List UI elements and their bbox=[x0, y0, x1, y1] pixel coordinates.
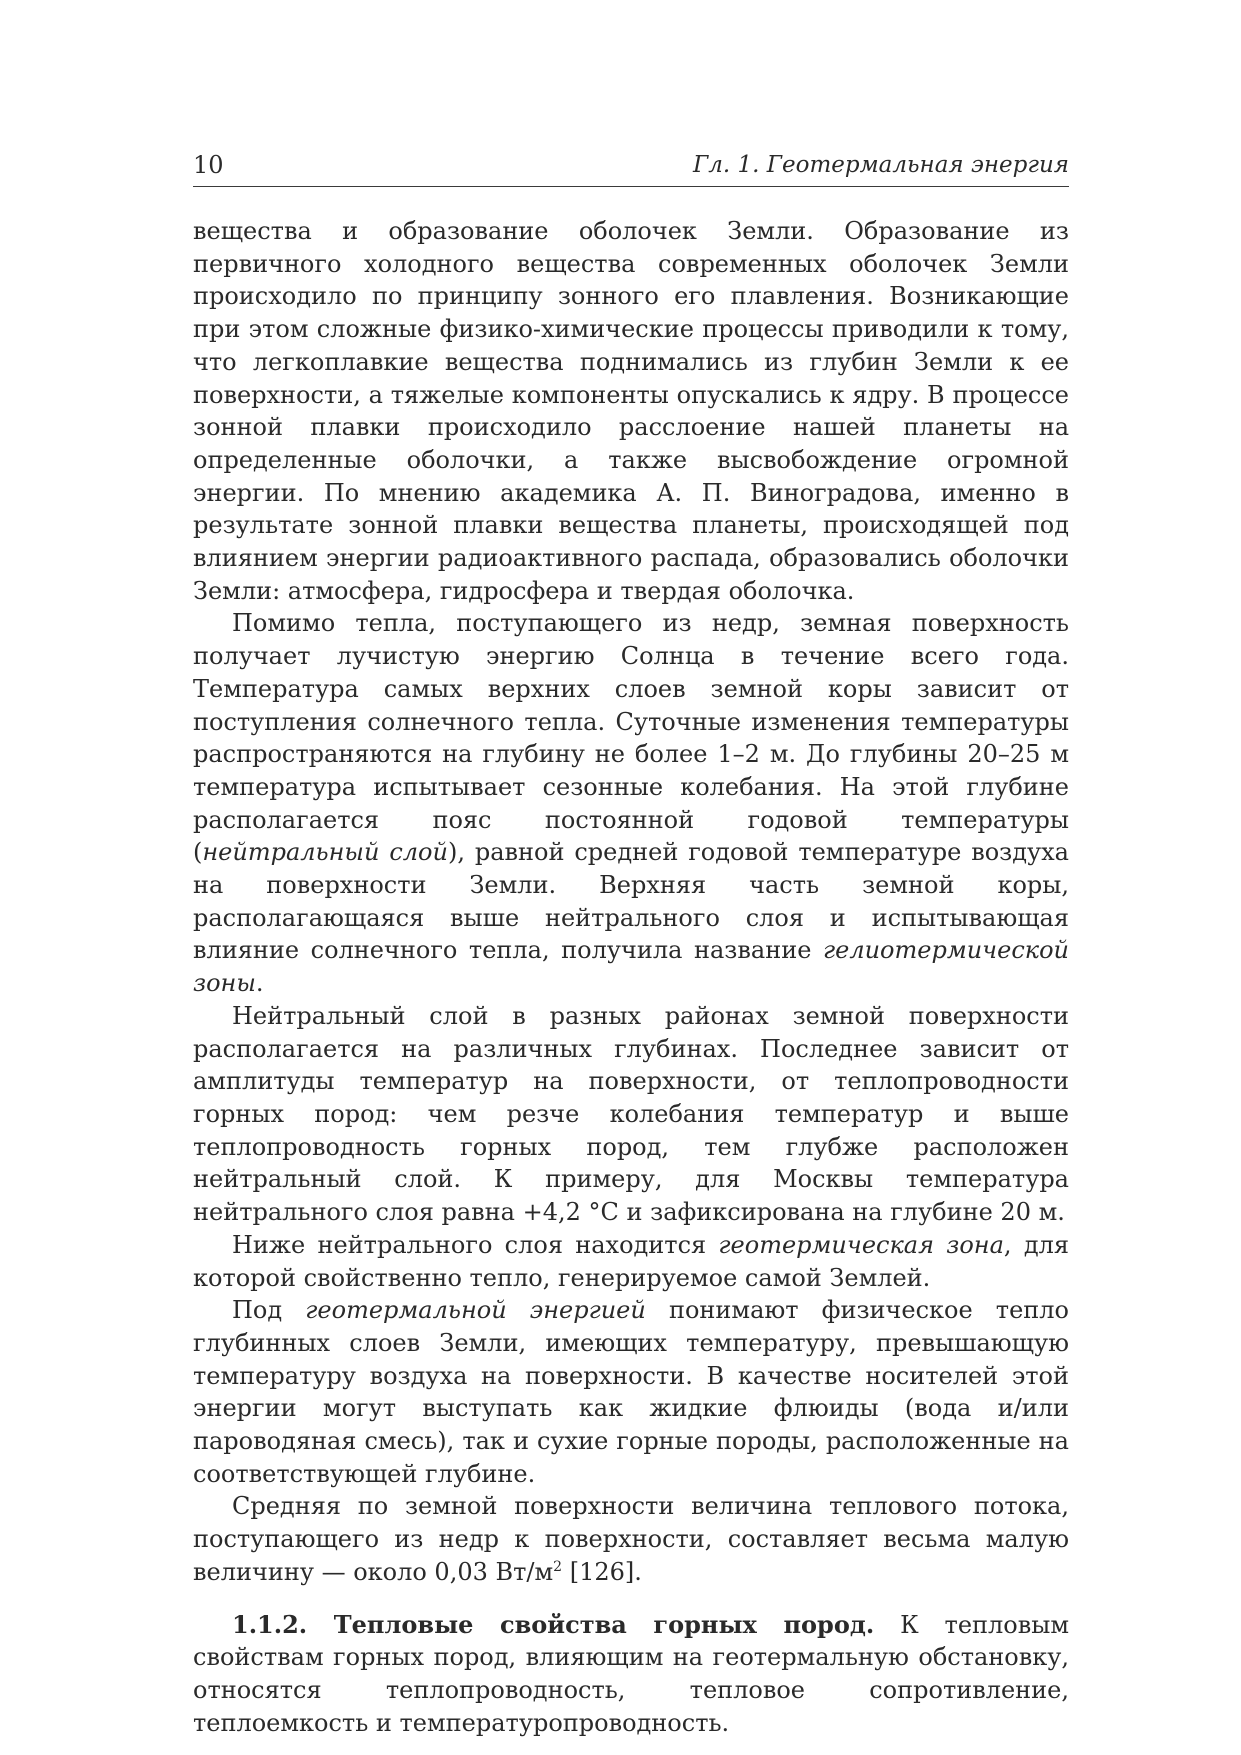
paragraph-4 bbox=[193, 1229, 1069, 1294]
paragraph-2-text-b: ), равной средней годовой температуре воздуха на поверхности Земли. Верхняя часть земной коры, располагающаяся выше нейтрального слоя и испытывающая влияние солнечного тепла, получила название bbox=[193, 838, 1069, 965]
section-heading: 1.1.2. Тепловые свойства горных пород. bbox=[232, 1609, 875, 1639]
section-text: К тепловым свойствам горных пород, влияющим на геотермальную обстановку, относятся теплопроводность, тепловое сопротивление, теплоемкость и температуропроводность. bbox=[193, 1610, 1070, 1737]
paragraph-5-text-b: понимают физическое тепло глубинных слоев Земли, имеющих температуру, превышающую температуру воздуха на поверхности. В качестве носителей этой энергии могут выступать как жидкие флюиды (вода и/или пароводяная смесь), так и сухие горные породы, расположенные на соответствующей глубине. bbox=[193, 1296, 1069, 1488]
term-geothermal-zone: геотермическая зона bbox=[718, 1230, 1004, 1259]
paragraph-5 bbox=[193, 1294, 1069, 1490]
body-text bbox=[193, 215, 1069, 1739]
paragraph-6-text-b: [126]. bbox=[562, 1557, 642, 1586]
term-geothermal-energy: геотермальной энергией bbox=[305, 1296, 646, 1325]
paragraph-2-text-c: . bbox=[255, 969, 264, 998]
term-neutral-layer: нейтральный слой bbox=[202, 838, 448, 867]
page-number: 10 bbox=[193, 151, 224, 179]
section-1-1-2 bbox=[193, 1609, 1069, 1740]
paragraph-3: Нейтральный слой в разных районах земной поверхности располагается на различных глубинах. Последнее зависит от амплитуды температур на поверхности, от теплопроводности горных пород: чем резче колебания температур и выше теплопроводность горных пород, тем глубже расположен нейтральный слой. К примеру, для Москвы температура нейтрального слоя равна +4,2 °C и зафиксирована на глубине 20 м. bbox=[193, 1001, 1069, 1227]
paragraph-2-text-a: Помимо тепла, поступающего из недр, земная поверхность получает лучистую энергию Солнца в течение всего года. Температура самых верхних слоев земной коры зависит от поступления солнечного тепла. Суточные изменения температуры распространяются на глубину не более 1–2 м. До глубины 20–25 м температура испытывает сезонные колебания. На этой глубине располагается пояс постоянной годовой температуры ( bbox=[193, 609, 1069, 867]
term-heliothermal-zone: гелиотермической зоны bbox=[193, 936, 1069, 998]
chapter-title: Гл. 1. Геотермальная энергия bbox=[693, 152, 1069, 178]
superscript-2: 2 bbox=[553, 1558, 563, 1575]
running-head bbox=[193, 150, 1069, 187]
paragraph-1: вещества и образование оболочек Земли. Образование из первичного холодного вещества современных оболочек Земли происходило по принципу зонного его плавления. Возникающие при этом сложные физико-химические процессы приводили к тому, что легкоплавкие вещества поднимались из глубин Земли к ее поверхности, а тяжелые компоненты опускались к ядру. В процессе зонной плавки происходило расслоение нашей планеты на определенные оболочки, а также высвобождение огромной энергии. По мнению академика А. П. Виноградова, именно в результате зонной плавки вещества планеты, происходящей под влиянием энергии радиоактивного распада, образовались оболочки Земли: атмосфера, гидросфера и твердая оболочка. bbox=[193, 217, 1069, 605]
paragraph-4-text-b: , для которой свойственно тепло, генерируемое самой Землей. bbox=[193, 1230, 1069, 1292]
page bbox=[193, 0, 1069, 1755]
paragraph-5-text-a: Под bbox=[232, 1296, 306, 1325]
paragraph-6 bbox=[193, 1490, 1069, 1588]
paragraph-4-text-a: Ниже нейтрального слоя находится bbox=[232, 1230, 719, 1259]
paragraph-2 bbox=[193, 607, 1069, 999]
paragraph-6-text-a: Средняя по земной поверхности величина теплового потока, поступающего из недр к поверхности, составляет весьма малую величину — около 0,03 Вт/м bbox=[193, 1492, 1069, 1586]
